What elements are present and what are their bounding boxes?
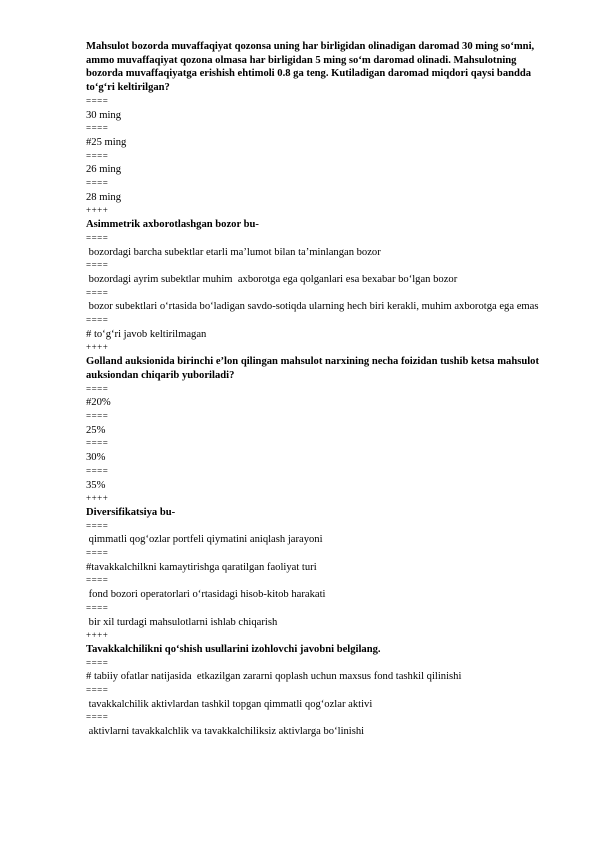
question-block [86,506,556,643]
answer-option: #25 ming [86,136,127,148]
option-separator: ==== [86,178,109,189]
answer-option: tavakkalchilik aktivlardan tashkil topgan qimmatli qog‘ozlar aktivi [86,698,373,710]
question-block [86,355,556,506]
option-separator: ==== [86,438,109,449]
option-separator: ==== [86,123,109,134]
option-separator: ==== [86,383,109,394]
option-separator: ==== [86,410,109,421]
answer-option: #20% [86,397,111,409]
option-separator: ==== [86,575,109,586]
option-separator: ==== [86,657,109,668]
question-separator: ++++ [86,630,109,641]
question-text: Golland auksionida birinchi e’lon qilingan mahsulot narxining necha foizidan tushib ketsa mahsulot auksiondan chiqarib yuboriladi? [86,356,542,381]
option-separator: ==== [86,232,109,243]
question-text: Mahsulot bozorda muvaffaqiyat qozonsa uning har birligidan olinadigan daromad 30 ming so‘mni, ammo muvaffaqiyat qozona olmasa har birligidan 5 ming so‘m daromad olinadi. Mahsulotning bozorda muvaffaqiyatga erishish ehtimoli 0.8 ga teng. Kutiladigan daromad miqdori qaysi bandda to‘g‘ri keltirilgan? [86,41,537,94]
answer-option: qimmatli qog‘ozlar portfeli qiymatini aniqlash jarayoni [86,534,323,546]
question-text: Tavakkalchilikni qo‘shish usullarini izohlovchi javobni belgilang. [86,643,381,655]
option-separator: ==== [86,260,109,271]
option-separator: ==== [86,150,109,161]
option-separator: ==== [86,602,109,613]
option-separator: ==== [86,520,109,531]
answer-option: 26 ming [86,164,122,176]
answer-option: 30% [86,452,106,464]
answer-option: 25% [86,424,106,436]
answer-option: #tavakkalchilkni kamaytirishga qaratilgan faoliyat turi [86,561,317,573]
option-separator: ==== [86,548,109,559]
option-separator: ==== [86,315,109,326]
answer-option: 28 ming [86,191,122,203]
answer-option: 35% [86,479,106,491]
option-separator: ==== [86,95,109,106]
option-separator: ==== [86,685,109,696]
option-separator: ==== [86,465,109,476]
answer-option: 30 ming [86,109,122,121]
answer-option: bozor subektlari o‘rtasida bo‘ladigan savdo-sotiqda ularning hech biri kerakli, muhim axborotga ega emas [86,301,539,313]
question-text: Asimmetrik axborotlashgan bozor bu- [86,219,259,231]
answer-option: # to‘g‘ri javob keltirilmagan [86,328,207,340]
option-separator: ==== [86,287,109,298]
question-text: Diversifikatsiya bu- [86,506,176,518]
question-separator: ++++ [86,342,109,353]
answer-option: bozordagi barcha subektlar etarli ma’lumot bilan ta’minlangan bozor [86,246,381,258]
question-separator: ++++ [86,205,109,216]
answer-option: bir xil turdagi mahsulotlarni ishlab chiqarish [86,616,278,628]
option-separator: ==== [86,712,109,723]
question-block [86,40,556,218]
question-block [86,643,556,739]
answer-option: # tabiiy ofatlar natijasida etkazilgan zararni qoplash uchun maxsus fond tashkil qilinishi [86,671,462,683]
document-page [86,40,556,739]
question-block [86,218,556,355]
answer-option: bozordagi ayrim subektlar muhim axborotga ega qolganlari esa bexabar bo‘lgan bozor [86,273,458,285]
answer-option: aktivlarni tavakkalchlik va tavakkalchiliksiz aktivlarga bo‘linishi [86,726,365,738]
answer-option: fond bozori operatorlari o‘rtasidagi hisob-kitob harakati [86,589,326,601]
question-separator: ++++ [86,493,109,504]
